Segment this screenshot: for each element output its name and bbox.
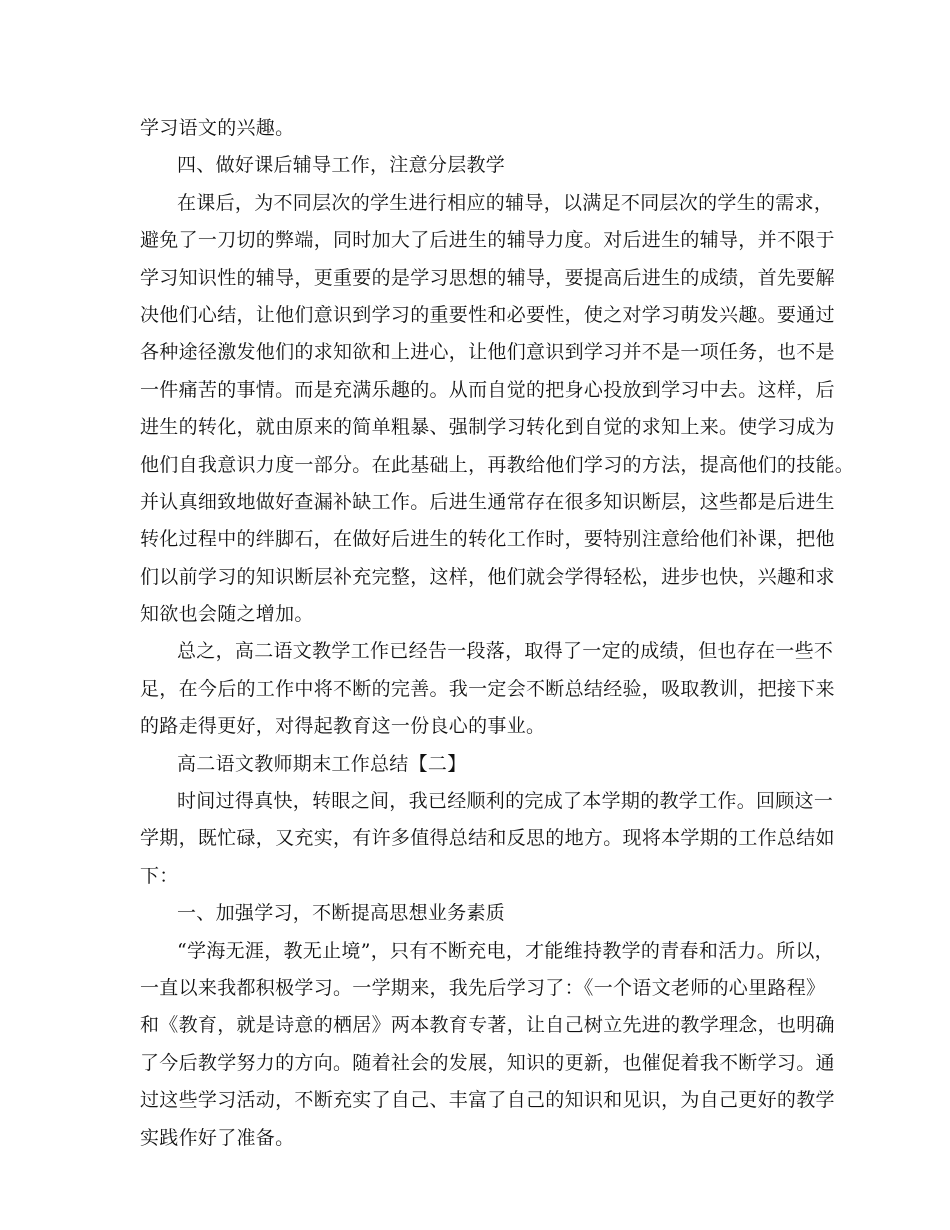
text-line: 一件痛苦的事情。而是充满乐趣的。从而自觉的把身心投放到学习中去。这样，后: [140, 378, 835, 401]
text-line: 一直以来我都积极学习。一学期来，我先后学习了：《一个语文老师的心里路程》: [140, 976, 826, 999]
text-line: 过这些学习活动，不断充实了自己、丰富了自己的知识和见识，为自己更好的教学: [140, 1089, 835, 1112]
text-line: 学习语文的兴趣。: [140, 117, 295, 139]
text-line: 各种途径激发他们的求知欲和上进心，让他们意识到学习并不是一项任务，也不是: [140, 341, 835, 364]
text-line: 他们自我意识力度一部分。在此基础上，再教给他们学习的方法，提高他们的技能。: [140, 453, 855, 476]
text-line: 实践作好了准备。: [140, 1126, 295, 1149]
text-line: 转化过程中的绊脚石，在做好后进生的转化工作时，要特别注意给他们补课，把他: [140, 528, 835, 551]
text-line: 们以前学习的知识断层补充完整，这样，他们就会学得轻松，进步也快，兴趣和求: [140, 565, 835, 588]
text-line: “学海无涯，教无止境”，只有不断充电，才能维持教学的青春和活力。所以，: [177, 939, 834, 962]
text-line: 一、加强学习，不断提高思想业务素质: [177, 902, 506, 925]
text-line: 知欲也会随之增加。: [140, 603, 314, 626]
text-line: 高二语文教师期末工作总结【二】: [177, 752, 467, 775]
text-line: 学期，既忙碌，又充实，有许多值得总结和反思的地方。现将本学期的工作总结如: [140, 827, 835, 850]
text-line: 下：: [140, 864, 179, 887]
text-line: 和《教育，就是诗意的栖居》两本教育专著，让自己树立先进的教学理念，也明确: [140, 1014, 835, 1037]
text-line: 足，在今后的工作中将不断的完善。我一定会不断总结经验，吸取教训，把接下来: [140, 677, 835, 700]
text-line: 了今后教学努力的方向。随着社会的发展，知识的更新，也催促着我不断学习。通: [140, 1051, 835, 1074]
text-line: 并认真细致地做好查漏补缺工作。后进生通常存在很多知识断层，这些都是后进生: [140, 490, 835, 513]
text-line: 在课后，为不同层次的学生进行相应的辅导，以满足不同层次的学生的需求，: [177, 191, 834, 214]
text-line: 避免了一刀切的弊端，同时加大了后进生的辅导力度。对后进生的辅导，并不限于: [140, 229, 835, 252]
document-body: [140, 110, 855, 1157]
text-line: 决他们心结，让他们意识到学习的重要性和必要性，使之对学习萌发兴趣。要通过: [140, 303, 835, 326]
text-line: 总之，高二语文教学工作已经告一段落，取得了一定的成绩，但也存在一些不: [177, 640, 834, 663]
text-line: 时间过得真快，转眼之间，我已经顺利的完成了本学期的教学工作。回顾这一: [177, 790, 834, 813]
text-line: 四、做好课后辅导工作，注意分层教学: [177, 154, 506, 177]
text-line: 进生的转化，就由原来的简单粗暴、强制学习转化到自觉的求知上来。使学习成为: [140, 416, 835, 439]
text-line: 的路走得更好，对得起教育这一份良心的事业。: [140, 715, 546, 738]
text-line: 学习知识性的辅导，更重要的是学习思想的辅导，要提高后进生的成绩，首先要解: [140, 266, 835, 289]
